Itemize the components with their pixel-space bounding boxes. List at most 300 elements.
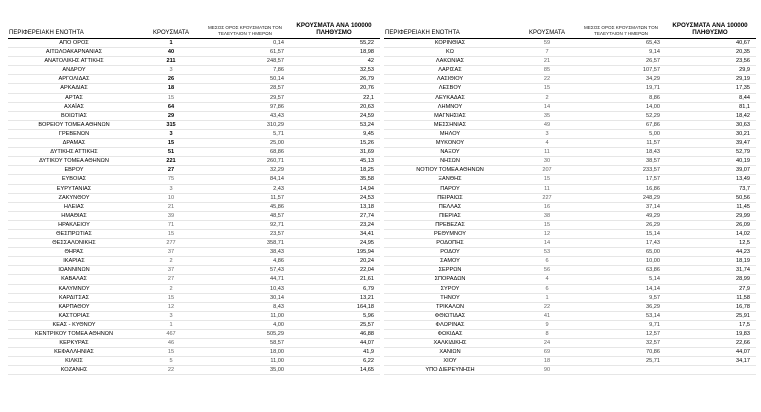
cell-cases-per-100k: 29,19 [664,75,756,84]
cell-cases: 27 [140,275,202,284]
cell-cases-per-100k: 11,45 [664,202,756,211]
cell-region: ΑΝΔΡΟΥ [8,66,140,75]
table-row [384,320,756,329]
cell-cases: 12 [140,302,202,311]
cell-region: ΑΡΤΑΣ [8,93,140,102]
cell-seven-day-average: 14,00 [578,102,664,111]
table-row [8,211,380,220]
cell-cases-per-100k: 22,04 [288,266,380,275]
cell-seven-day-average: 45,86 [202,202,288,211]
cell-cases-per-100k: 21,61 [288,275,380,284]
table-row [8,39,380,48]
cell-cases-per-100k: 28,99 [664,275,756,284]
cell-cases-per-100k: 14,02 [664,229,756,238]
table-row [384,202,756,211]
header-cases: ΚΡΟΥΣΜΑΤΑ [516,22,578,39]
cell-seven-day-average: 23,57 [202,229,288,238]
cell-cases-per-100k: 73,7 [664,184,756,193]
cell-cases: 49 [516,120,578,129]
cell-cases: 15 [140,229,202,238]
cell-seven-day-average: 4,00 [202,320,288,329]
cell-seven-day-average: 233,57 [578,166,664,175]
cell-seven-day-average: 67,86 [578,120,664,129]
cell-seven-day-average: 358,71 [202,239,288,248]
table-row [384,348,756,357]
cell-seven-day-average: 28,57 [202,84,288,93]
cell-region: ΣΕΡΡΩΝ [384,266,516,275]
cell-region: ΜΥΚΟΝΟΥ [384,139,516,148]
cell-seven-day-average: 11,00 [202,357,288,366]
table-row [8,293,380,302]
cell-cases-per-100k: 20,76 [288,84,380,93]
cell-cases-per-100k: 24,53 [288,193,380,202]
cell-region: ΚΕΝΤΡΙΚΟΥ ΤΟΜΕΑ ΑΘΗΝΩΝ [8,330,140,339]
cell-seven-day-average: 8,86 [578,93,664,102]
cell-seven-day-average: 16,86 [578,184,664,193]
cell-seven-day-average: 38,43 [202,248,288,257]
cell-cases-per-100k: 5,96 [288,311,380,320]
cell-region: ΣΑΜΟΥ [384,257,516,266]
cell-seven-day-average: 92,71 [202,220,288,229]
table-row [384,302,756,311]
cell-seven-day-average: 17,57 [578,175,664,184]
cell-cases: 227 [516,193,578,202]
cell-region: ΚΑΛΥΜΝΟΥ [8,284,140,293]
cell-cases-per-100k: 39,47 [664,139,756,148]
cell-cases: 221 [140,157,202,166]
table-row [8,184,380,193]
cell-cases-per-100k: 55,22 [288,39,380,48]
cell-seven-day-average: 97,86 [202,102,288,111]
cell-region: ΙΩΑΝΝΙΝΩΝ [8,266,140,275]
cell-region: ΛΗΜΝΟΥ [384,102,516,111]
cell-seven-day-average: 35,00 [202,366,288,375]
cell-cases: 1 [516,293,578,302]
table-row [384,339,756,348]
cell-cases-per-100k: 6,22 [288,357,380,366]
table-row [8,120,380,129]
cell-region: ΝΗΣΩΝ [384,157,516,166]
cell-cases-per-100k: 40,19 [664,157,756,166]
table-body-right [384,39,756,375]
cell-region: ΞΑΝΘΗΣ [384,175,516,184]
table-row [8,311,380,320]
cell-seven-day-average: 84,14 [202,175,288,184]
cell-cases: 24 [516,339,578,348]
cell-cases-per-100k: 14,65 [288,366,380,375]
cell-region: ΠΑΡΟΥ [384,184,516,193]
cell-cases: 40 [140,48,202,57]
cell-cases: 15 [140,139,202,148]
table-row [8,57,380,66]
table-row [8,220,380,229]
cell-seven-day-average: 17,43 [578,239,664,248]
cell-cases-per-100k: 50,56 [664,193,756,202]
cell-cases: 6 [516,257,578,266]
cases-table-left [8,22,380,375]
cell-cases: 2 [516,93,578,102]
cell-cases: 15 [140,93,202,102]
cell-cases-per-100k: 17,35 [664,84,756,93]
cell-cases-per-100k: 44,07 [288,339,380,348]
cell-cases-per-100k: 29,99 [664,211,756,220]
cell-cases: 69 [516,348,578,357]
cell-cases-per-100k: 18,98 [288,48,380,57]
cell-seven-day-average: 57,43 [202,266,288,275]
cell-cases: 51 [140,148,202,157]
cell-cases: 75 [140,175,202,184]
cell-region: ΑΝΑΤΟΛΙΚΗΣ ΑΤΤΙΚΗΣ [8,57,140,66]
table-row [8,139,380,148]
cell-cases-per-100k: 11,58 [664,293,756,302]
cell-region: ΝΟΤΙΟΥ ΤΟΜΕΑ ΑΘΗΝΩΝ [384,166,516,175]
cell-region: ΚΟΡΙΝΘΙΑΣ [384,39,516,48]
cell-seven-day-average: 5,14 [578,275,664,284]
cases-table-right [384,22,756,375]
cell-cases-per-100k: 27,9 [664,284,756,293]
table-row [8,366,380,375]
cell-cases-per-100k: 45,13 [288,157,380,166]
table-row [384,120,756,129]
cell-cases-per-100k: 195,94 [288,248,380,257]
cell-region: ΓΡΕΒΕΝΩΝ [8,129,140,138]
cell-cases: 37 [140,266,202,275]
table-row [384,102,756,111]
cell-region: ΚΙΛΚΙΣ [8,357,140,366]
cell-cases: 15 [140,293,202,302]
cell-cases-per-100k: 34,41 [288,229,380,238]
table-row [8,102,380,111]
table-row [384,93,756,102]
cell-region: ΦΘΙΩΤΙΔΑΣ [384,311,516,320]
cell-seven-day-average: 19,71 [578,84,664,93]
cell-cases-per-100k: 46,88 [288,330,380,339]
cell-seven-day-average [578,366,664,375]
cell-cases: 16 [516,202,578,211]
cell-cases: 315 [140,120,202,129]
cell-seven-day-average: 5,00 [578,129,664,138]
cell-region: ΕΒΡΟΥ [8,166,140,175]
cell-cases: 467 [140,330,202,339]
table-row [8,284,380,293]
cell-cases: 18 [140,84,202,93]
table-row [384,239,756,248]
cell-cases-per-100k: 40,67 [664,39,756,48]
cell-seven-day-average: 10,43 [202,284,288,293]
table-row [384,148,756,157]
table-row [8,84,380,93]
cell-seven-day-average: 11,57 [578,139,664,148]
table-row [384,275,756,284]
cell-region: ΙΚΑΡΙΑΣ [8,257,140,266]
cell-seven-day-average: 37,14 [578,202,664,211]
table-row [384,139,756,148]
header-seven-day-average: ΜΕΣΟΣ ΟΡΟΣ ΚΡΟΥΣΜΑΤΩΝ ΤΟΝ ΤΕΛΕΥΤΑΙΟΝ 7 ΗΜΕΡΩΝ [202,22,288,39]
cell-seven-day-average: 248,29 [578,193,664,202]
cell-region: ΔΡΑΜΑΣ [8,139,140,148]
cell-region: ΚΑΡΔΙΤΣΑΣ [8,293,140,302]
cell-cases-per-100k: 164,18 [288,302,380,311]
cell-seven-day-average: 50,14 [202,75,288,84]
cell-region: ΠΕΙΡΑΙΩΣ [384,193,516,202]
table-row [384,111,756,120]
cell-cases: 211 [140,57,202,66]
table-row [384,39,756,48]
cell-cases-per-100k: 29,9 [664,66,756,75]
cell-seven-day-average: 12,57 [578,330,664,339]
cell-cases-per-100k: 23,56 [664,57,756,66]
cell-region: ΣΠΟΡΑΔΩΝ [384,275,516,284]
cell-seven-day-average: 248,57 [202,57,288,66]
cell-cases: 30 [516,157,578,166]
cell-cases-per-100k: 30,63 [664,120,756,129]
cell-seven-day-average: 2,43 [202,184,288,193]
table-row [384,220,756,229]
cell-cases: 277 [140,239,202,248]
cell-region: ΕΥΒΟΙΑΣ [8,175,140,184]
cell-seven-day-average: 0,14 [202,39,288,48]
cell-cases: 53 [516,248,578,257]
header-region: ΠΕΡΙΦΕΡΕΙΑΚΗ ΕΝΟΤΗΤΑ [384,22,516,39]
cell-cases: 7 [516,48,578,57]
cell-cases: 15 [516,84,578,93]
table-row [8,157,380,166]
cell-cases-per-100k: 22,1 [288,93,380,102]
table-row [384,211,756,220]
cell-cases-per-100k: 44,23 [664,248,756,257]
cell-seven-day-average: 14,14 [578,284,664,293]
cell-region: ΜΕΣΣΗΝΙΑΣ [384,120,516,129]
cell-seven-day-average: 61,57 [202,48,288,57]
header-cases: ΚΡΟΥΣΜΑΤΑ [140,22,202,39]
cell-cases: 12 [516,229,578,238]
cell-cases: 15 [516,175,578,184]
table-row [384,184,756,193]
table-row [384,166,756,175]
cell-region: ΛΑΚΩΝΙΑΣ [384,57,516,66]
cell-seven-day-average: 107,57 [578,66,664,75]
table-row [8,302,380,311]
cell-seven-day-average: 505,29 [202,330,288,339]
cell-seven-day-average: 260,71 [202,157,288,166]
cell-cases: 1 [140,39,202,48]
cell-cases-per-100k: 8,44 [664,93,756,102]
cell-cases: 3 [140,129,202,138]
cell-cases-per-100k: 52,79 [664,148,756,157]
cell-cases-per-100k: 12,5 [664,239,756,248]
cell-seven-day-average: 43,43 [202,111,288,120]
cell-region: ΘΗΡΑΣ [8,248,140,257]
table-row [8,239,380,248]
table-row [384,293,756,302]
table-row [384,175,756,184]
cell-region: ΘΕΣΠΡΩΤΙΑΣ [8,229,140,238]
cell-cases: 38 [516,211,578,220]
cell-cases: 6 [516,284,578,293]
cell-cases-per-100k: 13,49 [664,175,756,184]
cell-cases-per-100k: 14,94 [288,184,380,193]
table-row [8,202,380,211]
cell-region: ΑΙΤΩΛΟΑΚΑΡΝΑΝΙΑΣ [8,48,140,57]
cell-region: ΛΕΥΚΑΔΑΣ [384,93,516,102]
cell-region: ΝΑΞΟΥ [384,148,516,157]
cell-cases-per-100k: 32,53 [288,66,380,75]
cell-region: ΠΙΕΡΙΑΣ [384,211,516,220]
table-row [384,129,756,138]
cell-seven-day-average: 70,86 [578,348,664,357]
cell-seven-day-average: 65,43 [578,39,664,48]
cell-cases-per-100k: 22,66 [664,339,756,348]
cell-region: ΛΑΣΙΘΙΟΥ [384,75,516,84]
cell-cases-per-100k: 39,07 [664,166,756,175]
cell-region: ΚΟΖΑΝΗΣ [8,366,140,375]
table-row [384,266,756,275]
cell-region: ΠΡΕΒΕΖΑΣ [384,220,516,229]
cell-cases-per-100k: 35,58 [288,175,380,184]
cell-region: ΚΕΑΣ - ΚΥΘΝΟΥ [8,320,140,329]
cell-cases: 21 [516,57,578,66]
cell-cases: 11 [516,184,578,193]
table-row [8,330,380,339]
cell-seven-day-average: 52,29 [578,111,664,120]
cell-seven-day-average: 34,29 [578,75,664,84]
header-seven-day-average: ΜΕΣΟΣ ΟΡΟΣ ΚΡΟΥΣΜΑΤΩΝ ΤΟΝ ΤΕΛΕΥΤΑΙΟΝ 7 ΗΜΕΡΩΝ [578,22,664,39]
cell-cases-per-100k: 24,59 [288,111,380,120]
cell-seven-day-average: 26,29 [578,220,664,229]
cell-seven-day-average: 48,57 [202,211,288,220]
cell-seven-day-average: 68,86 [202,148,288,157]
cell-cases-per-100k: 30,21 [664,129,756,138]
cell-seven-day-average: 30,14 [202,293,288,302]
cell-seven-day-average: 58,57 [202,339,288,348]
table-row [8,275,380,284]
table-row [8,166,380,175]
cell-seven-day-average: 7,86 [202,66,288,75]
cell-region: ΡΕΘΥΜΝΟΥ [384,229,516,238]
cell-cases: 90 [516,366,578,375]
cell-cases-per-100k: 27,74 [288,211,380,220]
cell-cases: 22 [516,302,578,311]
cell-cases: 14 [516,102,578,111]
cell-cases: 3 [140,311,202,320]
cell-cases-per-100k: 53,24 [288,120,380,129]
cell-cases: 39 [140,211,202,220]
cell-cases: 5 [140,357,202,366]
cell-cases: 14 [516,239,578,248]
cell-seven-day-average: 36,29 [578,302,664,311]
table-body-left [8,39,380,375]
cell-region: ΜΗΛΟΥ [384,129,516,138]
cell-region: ΡΟΔΟΥ [384,248,516,257]
cell-cases: 3 [516,129,578,138]
table-row [384,366,756,375]
table-row [8,66,380,75]
cell-seven-day-average: 310,29 [202,120,288,129]
cell-region: ΖΑΚΥΝΘΟΥ [8,193,140,202]
cell-cases: 9 [516,320,578,329]
cell-region: ΗΜΑΘΙΑΣ [8,211,140,220]
cell-cases-per-100k: 20,24 [288,257,380,266]
cell-cases-per-100k: 15,26 [288,139,380,148]
cell-cases: 10 [140,193,202,202]
table-row [384,248,756,257]
cell-cases: 56 [516,266,578,275]
cell-region: ΔΥΤΙΚΗΣ ΑΤΤΙΚΗΣ [8,148,140,157]
cell-region: ΚΑΣΤΟΡΙΑΣ [8,311,140,320]
cell-cases-per-100k: 34,17 [664,357,756,366]
cell-region: ΚΑΒΑΛΑΣ [8,275,140,284]
cell-region: ΛΕΣΒΟΥ [384,84,516,93]
cell-cases: 15 [516,220,578,229]
cell-cases-per-100k: 6,79 [288,284,380,293]
cell-seven-day-average: 11,00 [202,311,288,320]
cell-cases: 4 [516,139,578,148]
cell-region: ΧΑΛΚΙΔΙΚΗΣ [384,339,516,348]
cell-seven-day-average: 32,29 [202,166,288,175]
cell-region: ΠΕΛΛΑΣ [384,202,516,211]
cell-cases: 11 [516,148,578,157]
cell-seven-day-average: 44,71 [202,275,288,284]
table-row [384,193,756,202]
cell-cases-per-100k: 23,24 [288,220,380,229]
cell-cases-per-100k: 20,35 [664,48,756,57]
cell-cases-per-100k: 24,95 [288,239,380,248]
cell-cases-per-100k: 16,78 [664,302,756,311]
cell-cases: 18 [516,357,578,366]
cell-region: ΣΥΡΟΥ [384,284,516,293]
table-row [8,357,380,366]
cell-region: ΚΩ [384,48,516,57]
cell-cases-per-100k: 17,5 [664,320,756,329]
cell-region: ΜΑΓΝΗΣΙΑΣ [384,111,516,120]
cell-region: ΔΥΤΙΚΟΥ ΤΟΜΕΑ ΑΘΗΝΩΝ [8,157,140,166]
cell-cases: 15 [140,348,202,357]
table-row [8,257,380,266]
cell-cases: 2 [140,284,202,293]
table-row [8,129,380,138]
cell-cases-per-100k: 18,42 [664,111,756,120]
cell-region: ΦΛΩΡΙΝΑΣ [384,320,516,329]
cell-cases-per-100k: 13,18 [288,202,380,211]
cell-cases: 22 [516,75,578,84]
cell-region: ΤΗΝΟΥ [384,293,516,302]
cell-region: ΧΙΟΥ [384,357,516,366]
header-region: ΠΕΡΙΦΕΡΕΙΑΚΗ ΕΝΟΤΗΤΑ [8,22,140,39]
table-row [384,57,756,66]
table-row [384,84,756,93]
cell-cases: 3 [140,66,202,75]
table-row [384,66,756,75]
cell-cases: 46 [140,339,202,348]
cell-seven-day-average: 32,57 [578,339,664,348]
table-row [384,284,756,293]
table-row [8,266,380,275]
cell-region: ΒΟΡΕΙΟΥ ΤΟΜΕΑ ΑΘΗΝΩΝ [8,120,140,129]
cell-cases-per-100k: 20,63 [288,102,380,111]
cell-seven-day-average: 18,43 [578,148,664,157]
table-header-row [8,22,380,39]
table-row [384,229,756,238]
table-row [8,75,380,84]
cell-cases: 41 [516,311,578,320]
cell-cases: 8 [516,330,578,339]
cell-cases-per-100k: 81,1 [664,102,756,111]
cell-region: ΒΟΙΩΤΙΑΣ [8,111,140,120]
cell-seven-day-average: 49,29 [578,211,664,220]
table-row [384,357,756,366]
table-row [384,257,756,266]
cell-region: ΘΕΣΣΑΛΟΝΙΚΗΣ [8,239,140,248]
